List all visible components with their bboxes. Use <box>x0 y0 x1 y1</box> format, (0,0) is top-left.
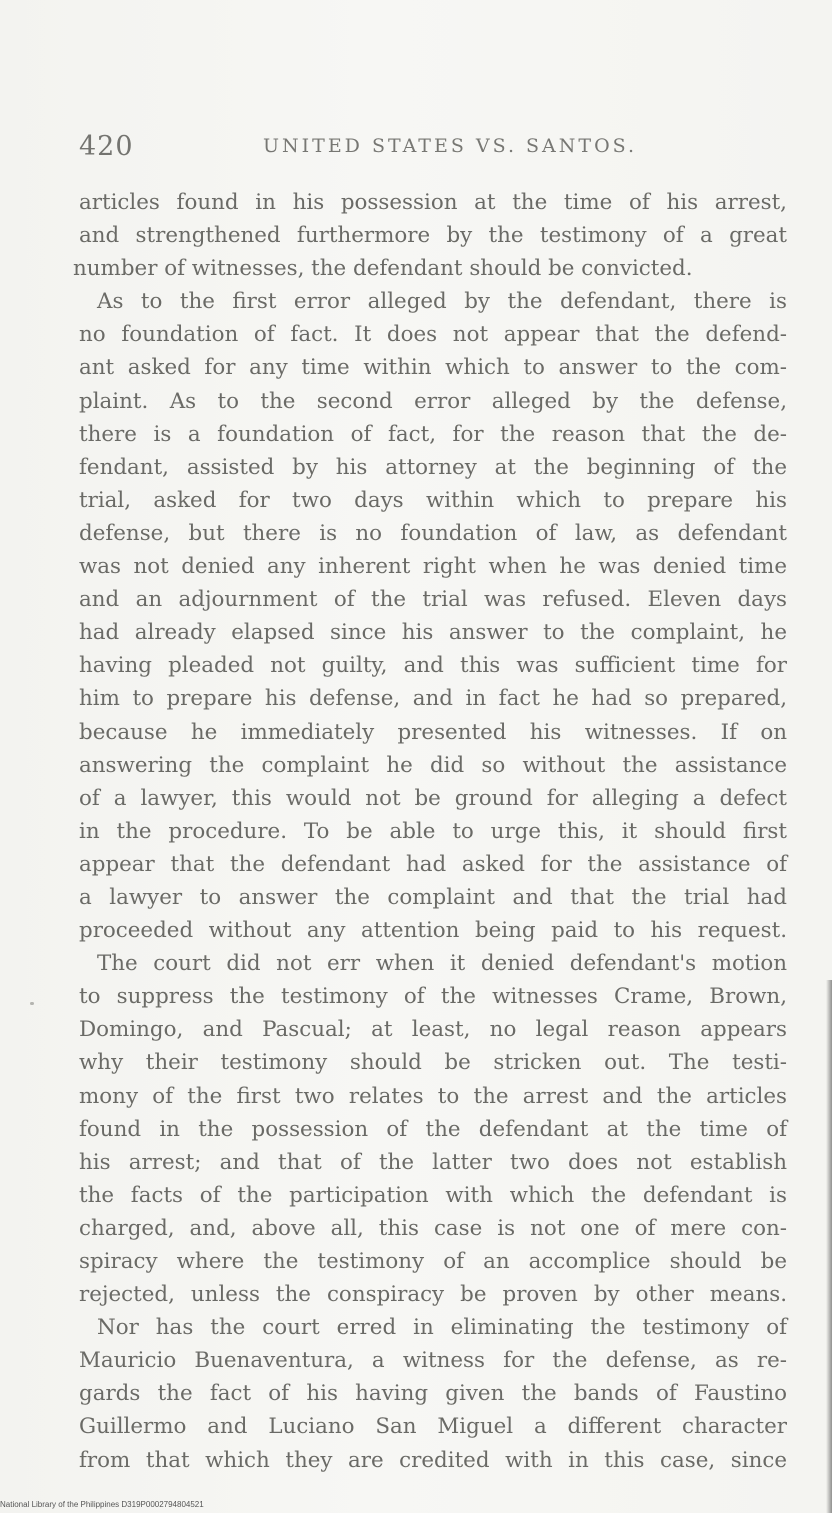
page-header <box>79 131 784 171</box>
text-line: the facts of the participation with which the defendant is <box>79 1182 787 1208</box>
page-edge-shadow <box>826 980 832 1513</box>
text-line: ant asked for any time within which to answer to the com- <box>79 355 787 381</box>
text-line: and an adjournment of the trial was refused. Eleven days <box>79 587 787 613</box>
text-line: gards the fact of his having given the bands of Faustino <box>79 1381 787 1407</box>
text-line: plaint. As to the second error alleged by the defense, <box>79 388 787 414</box>
page-number: 420 <box>79 131 134 162</box>
text-line: in the procedure. To be able to urge this, it should first <box>79 818 787 844</box>
text-line: number of witnesses, the defendant should be convicted. <box>73 256 693 282</box>
paragraph-start-line: Nor has the court erred in eliminating the testimony of <box>97 1315 787 1341</box>
text-line: found in the possession of the defendant at the time of <box>79 1116 787 1142</box>
text-line: articles found in his possession at the time of his arrest, <box>79 190 787 215</box>
text-line: had already elapsed since his answer to the complaint, he <box>79 620 787 646</box>
paragraph-start-line: As to the first error alleged by the defendant, there is <box>97 289 787 315</box>
text-line: Guillermo and Luciano San Miguel a different character <box>79 1414 787 1440</box>
text-line: Domingo, and Pascual; at least, no legal reason appears <box>79 1017 787 1043</box>
running-head: UNITED STATES VS. SANTOS. <box>263 135 638 157</box>
text-line: and strengthened furthermore by the testimony of a great <box>79 223 787 249</box>
text-line: there is a foundation of fact, for the reason that the de- <box>79 421 787 447</box>
text-line: was not denied any inherent right when he was denied time <box>79 554 787 580</box>
text-line: of a lawyer, this would not be ground for alleging a defect <box>79 785 787 811</box>
text-line: having pleaded not guilty, and this was sufficient time for <box>79 653 787 679</box>
text-line: no foundation of fact. It does not appear that the defend- <box>79 322 787 348</box>
text-line: him to prepare his defense, and in fact he had so prepared, <box>79 686 787 712</box>
text-line: charged, and, above all, this case is not one of mere con- <box>79 1215 787 1241</box>
text-line: trial, asked for two days within which to prepare his <box>79 487 787 513</box>
text-line: fendant, assisted by his attorney at the beginning of the <box>79 454 787 480</box>
text-line: spiracy where the testimony of an accomplice should be <box>79 1249 787 1274</box>
text-line: because he immediately presented his witnesses. If on <box>79 719 787 745</box>
paragraph-start-line: The court did not err when it denied defendant's motion <box>97 951 787 977</box>
text-line: a lawyer to answer the complaint and that the trial had <box>79 884 787 910</box>
text-line: why their testimony should be stricken out. The testi- <box>79 1050 787 1076</box>
text-line: mony of the first two relates to the arrest and the articles <box>79 1083 787 1109</box>
text-line: proceeded without any attention being paid to his request. <box>79 918 787 944</box>
scan-stamp: National Library of the Philippines D319P0002794804521 <box>0 1500 204 1509</box>
text-line: appear that the defendant had asked for the assistance of <box>79 851 787 877</box>
scan-speck <box>30 1002 34 1005</box>
text-line: from that which they are credited with in this case, since <box>79 1447 787 1473</box>
text-line: his arrest; and that of the latter two does not establish <box>79 1149 787 1175</box>
text-line: rejected, unless the conspiracy be proven by other means. <box>79 1282 787 1308</box>
text-line: Mauricio Buenaventura, a witness for the defense, as re- <box>79 1348 787 1374</box>
text-line: to suppress the testimony of the witnesses Crame, Brown, <box>79 984 787 1010</box>
body-text <box>73 186 787 1477</box>
text-line: defense, but there is no foundation of law, as defendant <box>79 520 787 546</box>
text-line: answering the complaint he did so without the assistance <box>79 752 787 778</box>
